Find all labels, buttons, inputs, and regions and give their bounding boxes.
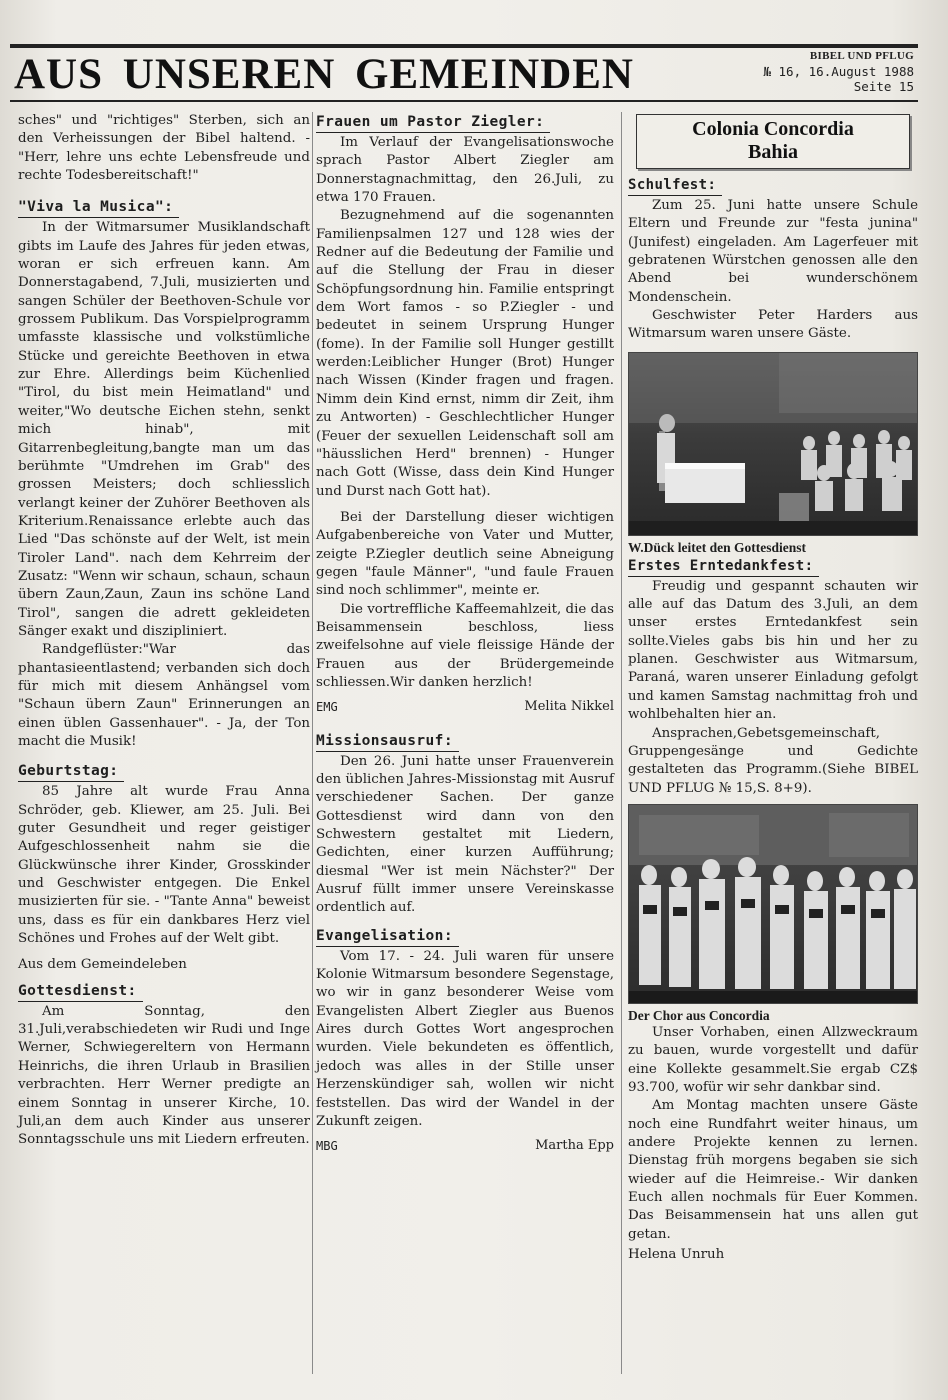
- signature-author: Martha Epp: [535, 1138, 614, 1154]
- subheading-gemeindeleben: Aus dem Gemeindeleben: [18, 957, 187, 973]
- issue-info: [763, 49, 914, 94]
- paragraph: Zum 25. Juni hatte unsere Schule Eltern und Freunde zur "festa junina" (Junifest) eingeladen. Am Lagerfeuer mit gebratenen Würstchen genossen alle den Abend bei wunderschönem Mondenschein.: [628, 198, 918, 305]
- signature: [316, 1137, 614, 1155]
- heading-schulfest: Schulfest:: [628, 175, 918, 196]
- paragraph: Im Verlauf der Evangelisationswoche sprach Pastor Albert Ziegler am Donnerstagnachmittag, den 26.Juli, zu etwa 170 Frauen.: [316, 135, 614, 206]
- paragraph: Am Montag machten unsere Gäste noch eine Rundfahrt weiter hinaus, um andere Projekte kennen zu lernen. Dienstag früh morgens begaben sie sich wieder auf die Heimreise.- Wir danken Euch allen nochmals für Euer Kommen. Das Beisammensein hat uns allen gut getan.: [628, 1098, 918, 1242]
- paragraph: Bei der Darstellung dieser wichtigen Aufgabenbereiche von Vater und Mutter, zeigte P.Ziegler deutlich seine Abneigung gegen "faule Männer", "und faule Frauen sind noch schlimmer", meinte er.: [316, 509, 614, 599]
- publication-name: BIBEL UND PFLUG: [809, 50, 914, 62]
- photo-choir: [628, 804, 918, 1004]
- issue-number-date: № 16, 16.August 1988: [763, 64, 914, 79]
- masthead-top-rule: [10, 44, 918, 48]
- column-divider: [312, 112, 313, 1374]
- signature-org: EMG: [316, 700, 338, 715]
- photo-caption: W.Dück leitet den Gottesdienst: [628, 539, 806, 555]
- signature-author: Helena Unruh: [628, 1247, 725, 1262]
- heading-evangelisation: Evangelisation:: [316, 926, 614, 947]
- column-right: [628, 112, 918, 1264]
- heading-erstes-erntedankfest: Erstes Erntedankfest:: [628, 556, 918, 577]
- masthead-bottom-rule: [10, 100, 918, 102]
- heading-missionsausruf: Missionsausruf:: [316, 731, 614, 752]
- signature: [316, 698, 614, 716]
- page-number: Seite 15: [853, 79, 914, 94]
- section-title: AUS UNSEREN GEMEINDEN: [14, 51, 634, 98]
- photo-choir-illustration: [629, 805, 918, 1004]
- paragraph: Die vortreffliche Kaffeemahlzeit, die das Beisammensein beschloss, liess zweifelsohne auf viele fleissige Hände der Frauen aus der Brüdergemeinde schliessen.Wir danken herzlich!: [316, 601, 614, 690]
- region-title-box: [636, 114, 910, 169]
- photo-caption: Der Chor aus Concordia: [628, 1007, 770, 1023]
- heading-viva-la-musica: "Viva la Musica":: [18, 197, 310, 218]
- photo-church-service-illustration: [629, 353, 918, 536]
- column-left: [18, 112, 310, 1150]
- paragraph: Am Sonntag, den 31.Juli,verabschiedeten wir Rudi und Inge Werner, Schwiegereltern von Hermann Heinrichs, die ihren Urlaub in Brasilien verbrachten. Herr Werner predigte an einem Sonntag in unserer Kirche, 10. Juli,an dem auch Kinder aus unserer Sonntagsschule uns mit Liedern erfreuten.: [18, 1003, 310, 1148]
- signature-author: Melita Nikkel: [524, 699, 614, 715]
- column-middle: [316, 112, 614, 1156]
- paragraph: Bezugnehmend auf die sogenannten Familienpsalmen 127 und 128 wies der Redner auf die Bedeutung der Familie und auf die Stellung der Frau in dieser Schöpfungsordnung hin. Familie entspringt dem Wort famos - so P.Ziegler - und bedeutet in seinem Ursprung Hunger (fome). In der Familie soll Hunger gestillt werden:Leiblicher Hunger (Brot) Hunger nach Wissen (Kinder fragen und fragen. Nimm dein Kind ernst, nimm dir Zeit, ihm zu Antworten) - Geschlechtlicher Hunger (Feuer der sexuellen Leidenschaft soll am "häusslichen Herd" brennen) - Hunger nach Gott (Wisse, dass dein Kind Hunger und Durst nach Gott hat).: [316, 208, 614, 499]
- paragraph: In der Witmarsumer Musiklandschaft gibts im Laufe des Jahres für jeden etwas, woran er sich erfreuen kann. Am Donnerstagabend, 7.Juli, musizierten und sangen Schüler der Beethoven-Schule vor grossem Publikum. Das Vorspielprogramm umfasste klassische und volkstümliche Stücke und gereichte Beethoven in etwa zur Ehre. Allerdings beim Küchenlied "Tirol, du bist mein Heimatland" und weiter,"Wo deutsche Eichen stehn, senkt mich hinab", mit Gitarrenbegleitung,bangte man um das berühmte "Umdrehen im Grab" des grossen Meisters; doch schliesslich verlangt keiner der Zuhörer Beethoven als Kriterium.Renaissance erlebte auch das Lied "Das schönste auf der Welt, ist mein Tiroler Land". nach dem Kehrreim der Zusatz: "Wenn wir schaun, schaun, schaun übern Zaun,Zaun, Zaun ins schöne Land Tirol", sangen die adrett gekleideten Sänger exakt und diszipliniert.: [18, 220, 310, 639]
- photo-church-service: [628, 352, 918, 536]
- article-continuation: sches" und "richtiges" Sterben, sich an den Verheissungen der Bibel haltend. - "Herr, lehre uns echte Lebensfreude und rechte Todesbereitschaft!": [18, 113, 310, 184]
- heading-frauen-um-pastor-ziegler: Frauen um Pastor Ziegler:: [316, 112, 614, 133]
- region-title-line1: Colonia Concordia: [692, 118, 854, 140]
- paragraph: Freudig und gespannt schauten wir alle auf das Datum des 3.Juli, an dem unser erstes Erntedankfest sein sollte.Vieles gabs bis hin und her zu planen. Geschwister aus Witmarsum, Paraná, waren unserer Einladung gefolgt und kamen Samstag nachmittag froh und wohlbehalten hier an.: [628, 578, 918, 723]
- region-title-line2: Bahia: [747, 141, 799, 163]
- paragraph: Vom 17. - 24. Juli waren für unsere Kolonie Witmarsum besondere Segenstage, wo wir in ganz besonderer Weise vom Evangelisten Albert Ziegler aus Buenos Aires durch Gottes Wort angesprochen wurden. Viele bekundeten es öffentlich, jedoch was alles in der Stille unser Herzenskündiger sah, wollen wir nicht feststellen. Das wird der Wandel in der Zukunft zeigen.: [316, 948, 614, 1129]
- paragraph: Ansprachen,Gebetsgemeinschaft, Gruppengesänge und Gedichte gestalteten das Programm.(Siehe BIBEL UND PFLUG № 15,S. 8+9).: [628, 725, 918, 796]
- paragraph: Den 26. Juni hatte unser Frauenverein den üblichen Jahres-Missionstag mit Ausruf verschiedener Sachen. Der ganze Gottesdienst wird dann von den Schwestern gestaltet mit Liedern, Gedichten, einer kurzen Aufführung; diesmal "Wer ist mein Nächster?" Der Ausruf füllt immer unsere Vereinskasse ordentlich auf.: [316, 753, 614, 916]
- column-divider: [621, 112, 622, 1374]
- paragraph: Randgeflüster:"War das phantasieentlastend; verbanden sich doch für mich mit diesem Anhängsel vom "Schaun übern Zaun" Erinnerungen an einen üblen Gassenhauer". - Ja, der Ton macht die Musik!: [18, 642, 310, 749]
- heading-geburtstag: Geburtstag:: [18, 761, 310, 782]
- heading-gottesdienst: Gottesdienst:: [18, 981, 310, 1002]
- paragraph: Unser Vorhaben, einen Allzweckraum zu bauen, wurde vorgestellt und dafür eine Kollekte gesammelt.Sie ergab CZ$ 93.700, wofür wir sehr dankbar sind.: [628, 1024, 918, 1095]
- paragraph: 85 Jahre alt wurde Frau Anna Schröder, geb. Kliewer, am 25. Juli. Bei guter Gesundheit und reger geistiger Aufgeschlossenheit nahm sie die Glückwünsche ihrer Kinder, Grosskinder und Geschwister entgegen. Die Enkel musizierten für sie. - "Tante Anna" beweist uns, dass es für ein dankbares Herz viel Schönes und Frohes auf der Welt gibt.: [18, 784, 310, 947]
- paragraph: Geschwister Peter Harders aus Witmarsum waren unsere Gäste.: [628, 308, 918, 342]
- signature-org: MBG: [316, 1139, 338, 1154]
